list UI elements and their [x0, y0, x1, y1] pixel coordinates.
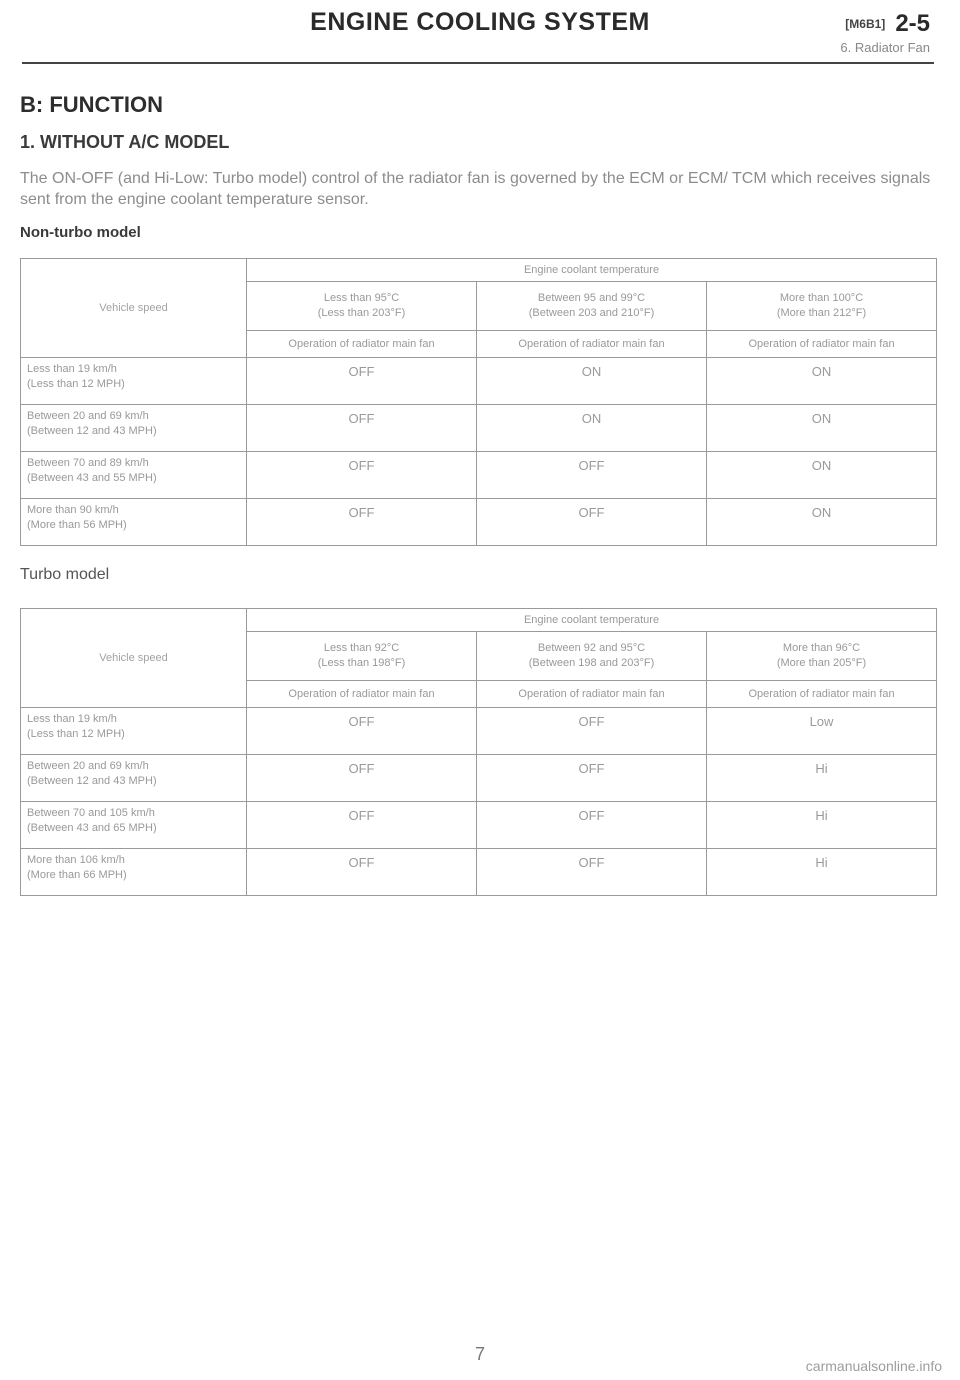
temp-col — [247, 282, 477, 331]
table-header-row — [21, 609, 937, 632]
speed-line: Between 70 and 89 km/h — [27, 457, 149, 469]
temp-col — [477, 282, 707, 331]
speed-header: Vehicle speed — [21, 609, 247, 708]
speed-line: (Between 43 and 55 MPH) — [27, 472, 157, 484]
table-row — [21, 452, 937, 499]
value-cell: Hi — [707, 802, 937, 849]
speed-line: Between 70 and 105 km/h — [27, 807, 155, 819]
value-cell: OFF — [477, 849, 707, 896]
operation-header: Operation of radiator main fan — [707, 681, 937, 708]
operation-header: Operation of radiator main fan — [247, 331, 477, 358]
speed-line: Less than 19 km/h — [27, 363, 117, 375]
value-cell: ON — [707, 499, 937, 546]
temp-line: (More than 212°F) — [776, 307, 867, 319]
table-row — [21, 499, 937, 546]
temp-line: (Between 198 and 203°F) — [528, 657, 655, 669]
speed-cell — [21, 802, 247, 849]
temp-col — [707, 632, 937, 681]
table-header-row — [21, 259, 937, 282]
speed-line: Less than 19 km/h — [27, 713, 117, 725]
temp-line: (Between 203 and 210°F) — [528, 307, 655, 319]
speed-cell — [21, 499, 247, 546]
header-subtitle: 6. Radiator Fan — [840, 40, 930, 55]
operation-header: Operation of radiator main fan — [707, 331, 937, 358]
temp-line: Less than 92°C — [323, 642, 400, 654]
value-cell: Low — [707, 708, 937, 755]
table-row — [21, 849, 937, 896]
temp-col — [247, 632, 477, 681]
value-cell: Hi — [707, 849, 937, 896]
temp-header: Engine coolant temperature — [247, 609, 937, 632]
value-cell: OFF — [247, 405, 477, 452]
watermark: carmanualsonline.info — [805, 1358, 942, 1374]
speed-cell — [21, 358, 247, 405]
speed-line: Between 20 and 69 km/h — [27, 760, 149, 772]
speed-line: More than 90 km/h — [27, 504, 119, 516]
speed-line: More than 106 km/h — [27, 854, 125, 866]
temp-line: Less than 95°C — [323, 292, 400, 304]
temp-line: More than 100°C — [779, 292, 864, 304]
speed-line: (Less than 12 MPH) — [27, 378, 125, 390]
section-title: B: FUNCTION — [20, 92, 163, 117]
temp-header: Engine coolant temperature — [247, 259, 937, 282]
value-cell: ON — [707, 358, 937, 405]
speed-line: (More than 56 MPH) — [27, 519, 127, 531]
speed-cell — [21, 452, 247, 499]
value-cell: ON — [707, 452, 937, 499]
value-cell: OFF — [477, 755, 707, 802]
turbo-label: Turbo model — [20, 566, 110, 583]
header-right — [840, 10, 930, 55]
value-cell: OFF — [247, 452, 477, 499]
operation-header: Operation of radiator main fan — [477, 681, 707, 708]
value-cell: OFF — [477, 452, 707, 499]
speed-cell — [21, 708, 247, 755]
speed-line: Between 20 and 69 km/h — [27, 410, 149, 422]
non-turbo-table — [20, 258, 937, 546]
table-row — [21, 358, 937, 405]
speed-header: Vehicle speed — [21, 259, 247, 358]
value-cell: OFF — [247, 499, 477, 546]
table-row — [21, 755, 937, 802]
value-cell: OFF — [247, 755, 477, 802]
header-page-number: 2-5 — [895, 10, 930, 37]
intro-paragraph: The ON-OFF (and Hi-Low: Turbo model) control of the radiator fan is governed by the ECM or ECM/ TCM which receives signals sent from the engine coolant temperature sensor. — [20, 170, 931, 208]
temp-line: (Less than 198°F) — [317, 657, 406, 669]
subsection-title: 1. WITHOUT A/C MODEL — [20, 132, 230, 152]
operation-header: Operation of radiator main fan — [477, 331, 707, 358]
speed-line: (Between 43 and 65 MPH) — [27, 822, 157, 834]
table-row — [21, 802, 937, 849]
value-cell: Hi — [707, 755, 937, 802]
value-cell: OFF — [477, 802, 707, 849]
value-cell: ON — [477, 405, 707, 452]
table-row — [21, 708, 937, 755]
value-cell: OFF — [477, 499, 707, 546]
temp-line: Between 95 and 99°C — [537, 292, 646, 304]
speed-line: (More than 66 MPH) — [27, 869, 127, 881]
temp-line: More than 96°C — [782, 642, 861, 654]
value-cell: OFF — [247, 708, 477, 755]
header-rule — [22, 62, 934, 64]
speed-line: (Between 12 and 43 MPH) — [27, 775, 157, 787]
turbo-table — [20, 608, 937, 896]
value-cell: OFF — [477, 708, 707, 755]
speed-cell — [21, 849, 247, 896]
table-row — [21, 405, 937, 452]
speed-cell — [21, 405, 247, 452]
value-cell: ON — [707, 405, 937, 452]
speed-line: (Less than 12 MPH) — [27, 728, 125, 740]
speed-cell — [21, 755, 247, 802]
page-number: 7 — [474, 1344, 485, 1364]
temp-line: (Less than 203°F) — [317, 307, 406, 319]
value-cell: ON — [477, 358, 707, 405]
temp-line: (More than 205°F) — [776, 657, 867, 669]
temp-col — [707, 282, 937, 331]
value-cell: OFF — [247, 358, 477, 405]
temp-line: Between 92 and 95°C — [537, 642, 646, 654]
header-code: [M6B1] — [845, 17, 886, 31]
non-turbo-label: Non-turbo model — [20, 224, 141, 241]
speed-line: (Between 12 and 43 MPH) — [27, 425, 157, 437]
operation-header: Operation of radiator main fan — [247, 681, 477, 708]
value-cell: OFF — [247, 849, 477, 896]
temp-col — [477, 632, 707, 681]
header-title: ENGINE COOLING SYSTEM — [310, 8, 650, 36]
value-cell: OFF — [247, 802, 477, 849]
